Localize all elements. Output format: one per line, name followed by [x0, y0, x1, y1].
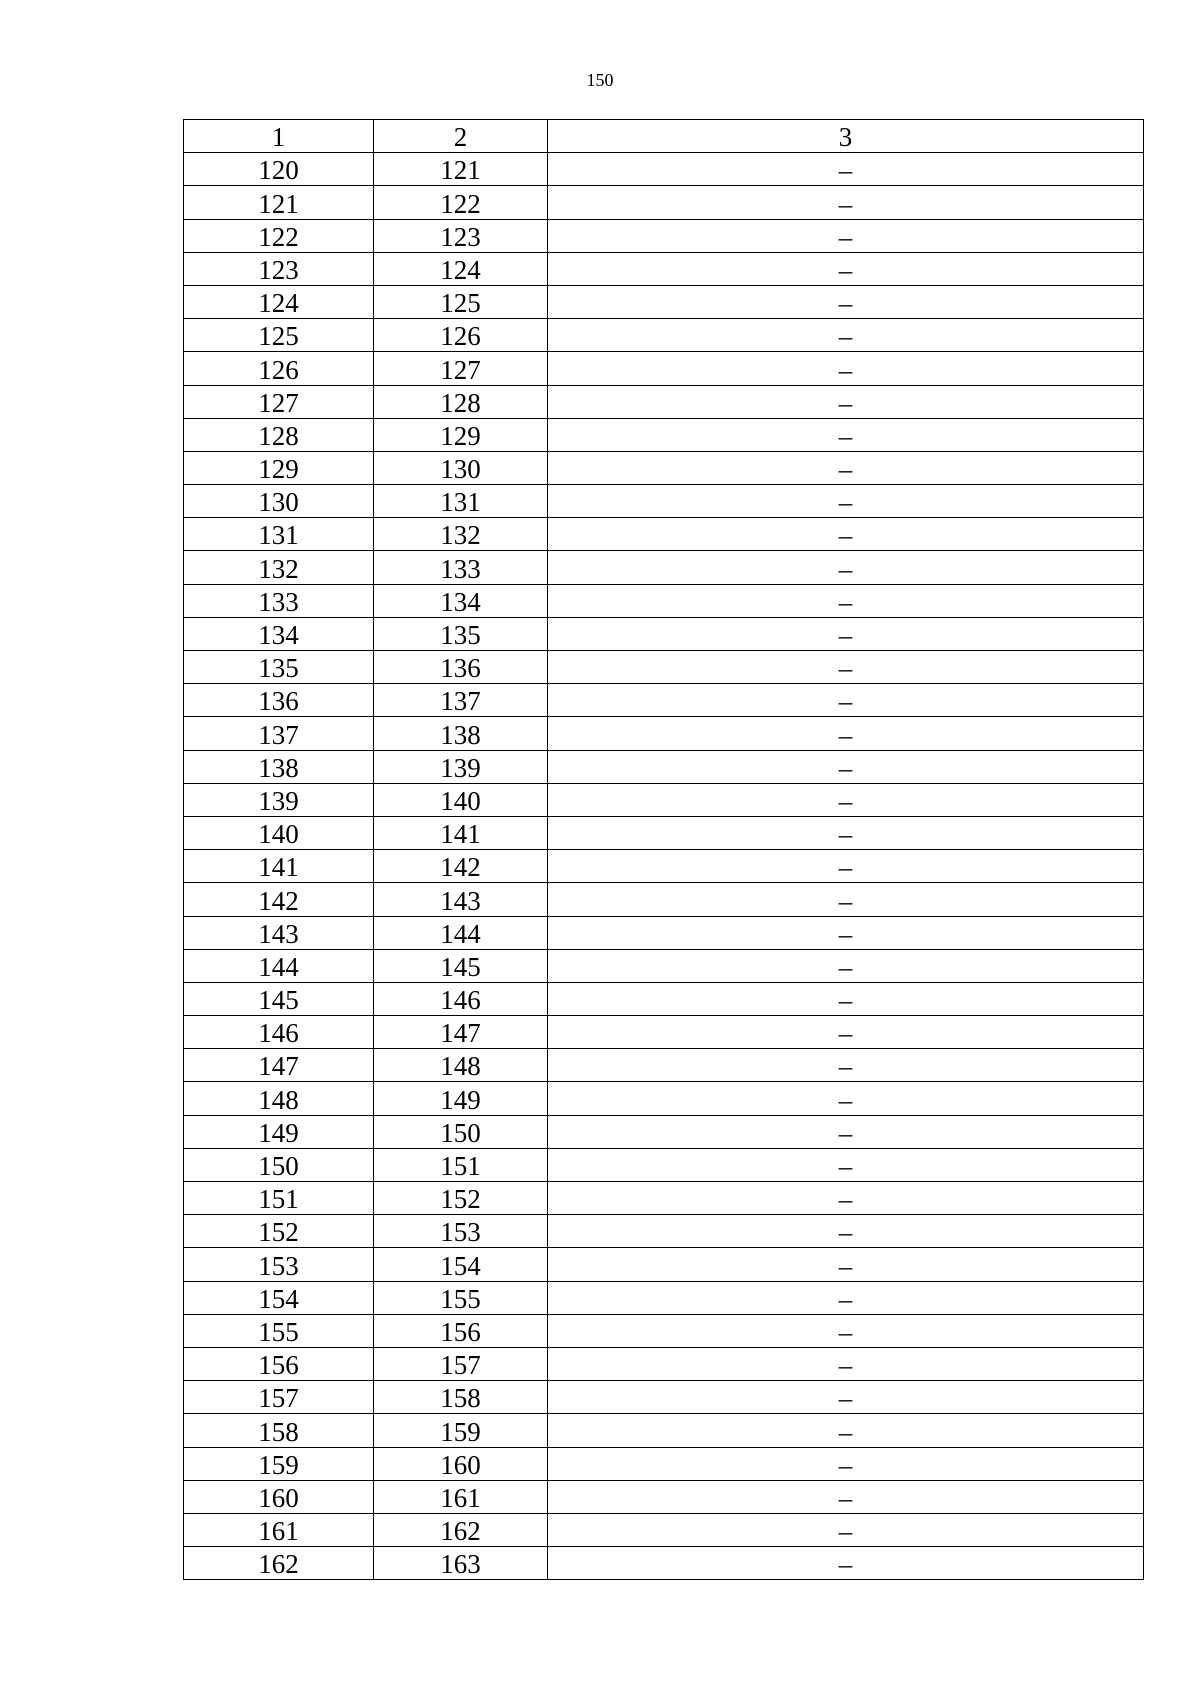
table-row	[184, 186, 1144, 219]
table-cell-col-3: –	[548, 153, 1144, 186]
table-cell-col-1: 138	[184, 750, 374, 783]
table-cell-col-2: 135	[374, 617, 548, 650]
table-cell-col-3: –	[548, 1480, 1144, 1513]
table-row	[184, 1049, 1144, 1082]
table-cell-col-2: 149	[374, 1082, 548, 1115]
table-cell-col-1: 151	[184, 1182, 374, 1215]
table-cell-col-3: –	[548, 684, 1144, 717]
table-cell-col-1: 125	[184, 319, 374, 352]
table-row	[184, 1281, 1144, 1314]
table-cell-col-2: 153	[374, 1215, 548, 1248]
table-cell-col-3: –	[548, 584, 1144, 617]
table-cell-col-2: 123	[374, 219, 548, 252]
table-cell-col-2: 151	[374, 1148, 548, 1181]
table-cell-col-1: 133	[184, 584, 374, 617]
table-cell-col-1: 122	[184, 219, 374, 252]
table-cell-col-3: –	[548, 1347, 1144, 1380]
table-cell-col-2: 124	[374, 252, 548, 285]
table-cell-col-2: 143	[374, 883, 548, 916]
table-cell-col-1: 162	[184, 1547, 374, 1580]
table-cell-col-1: 156	[184, 1347, 374, 1380]
table-cell-col-2: 126	[374, 319, 548, 352]
table-cell-col-2: 144	[374, 916, 548, 949]
table-cell-col-3: –	[548, 485, 1144, 518]
table-row	[184, 1447, 1144, 1480]
table-cell-col-1: 158	[184, 1414, 374, 1447]
table-cell-col-3: –	[548, 352, 1144, 385]
table-cell-col-3: –	[548, 319, 1144, 352]
table-cell-col-2: 125	[374, 285, 548, 318]
table-cell-col-2: 133	[374, 551, 548, 584]
table-row	[184, 717, 1144, 750]
table-cell-col-3: –	[548, 1182, 1144, 1215]
table-cell-col-3: –	[548, 1115, 1144, 1148]
table-row	[184, 1182, 1144, 1215]
table-cell-col-3: –	[548, 1082, 1144, 1115]
table-row	[184, 1513, 1144, 1546]
table-cell-col-1: 142	[184, 883, 374, 916]
table-cell-col-1: 141	[184, 850, 374, 883]
table-row	[184, 451, 1144, 484]
table-row	[184, 584, 1144, 617]
table-cell-col-1: 135	[184, 651, 374, 684]
table-cell-col-1: 130	[184, 485, 374, 518]
table-cell-col-2: 148	[374, 1049, 548, 1082]
table-row	[184, 485, 1144, 518]
table-cell-col-1: 129	[184, 451, 374, 484]
table-cell-col-1: 149	[184, 1115, 374, 1148]
table-cell-col-1: 132	[184, 551, 374, 584]
table-row	[184, 1547, 1144, 1580]
table-row	[184, 252, 1144, 285]
table-row	[184, 816, 1144, 849]
table-row	[184, 219, 1144, 252]
table-cell-col-3: –	[548, 219, 1144, 252]
table-row	[184, 750, 1144, 783]
table-row	[184, 285, 1144, 318]
table-cell-col-1: 127	[184, 385, 374, 418]
table-cell-col-1: 154	[184, 1281, 374, 1314]
table-cell-col-1: 124	[184, 285, 374, 318]
table-row	[184, 651, 1144, 684]
table-cell-col-1: 157	[184, 1381, 374, 1414]
table-cell-col-3: –	[548, 451, 1144, 484]
table-cell-col-3: –	[548, 1215, 1144, 1248]
table-cell-col-2: 163	[374, 1547, 548, 1580]
table-cell-col-1: 131	[184, 518, 374, 551]
table-cell-col-3: –	[548, 1049, 1144, 1082]
table-cell-col-1: 137	[184, 717, 374, 750]
table-cell-col-1: 148	[184, 1082, 374, 1115]
table-row	[184, 418, 1144, 451]
table-cell-col-1: 126	[184, 352, 374, 385]
column-header-1: 1	[184, 120, 374, 153]
table-row	[184, 385, 1144, 418]
table-cell-col-2: 147	[374, 1016, 548, 1049]
table-row	[184, 319, 1144, 352]
table-cell-col-2: 157	[374, 1347, 548, 1380]
table-cell-col-3: –	[548, 850, 1144, 883]
table-row	[184, 684, 1144, 717]
table-row	[184, 883, 1144, 916]
table-cell-col-2: 122	[374, 186, 548, 219]
table-cell-col-2: 156	[374, 1314, 548, 1347]
table-cell-col-2: 136	[374, 651, 548, 684]
table-row	[184, 982, 1144, 1015]
table-cell-col-2: 161	[374, 1480, 548, 1513]
table-cell-col-1: 120	[184, 153, 374, 186]
table-cell-col-3: –	[548, 285, 1144, 318]
table-cell-col-3: –	[548, 949, 1144, 982]
table-cell-col-3: –	[548, 1248, 1144, 1281]
table-cell-col-3: –	[548, 916, 1144, 949]
table-cell-col-3: –	[548, 1513, 1144, 1546]
table-cell-col-3: –	[548, 518, 1144, 551]
table-cell-col-1: 123	[184, 252, 374, 285]
table-cell-col-2: 158	[374, 1381, 548, 1414]
table-row	[184, 949, 1144, 982]
table-cell-col-2: 154	[374, 1248, 548, 1281]
table-cell-col-1: 159	[184, 1447, 374, 1480]
table-cell-col-3: –	[548, 1016, 1144, 1049]
table-row	[184, 783, 1144, 816]
table-cell-col-3: –	[548, 717, 1144, 750]
table-cell-col-3: –	[548, 651, 1144, 684]
table-row	[184, 1480, 1144, 1513]
table-cell-col-1: 152	[184, 1215, 374, 1248]
table-cell-col-3: –	[548, 883, 1144, 916]
table-cell-col-1: 155	[184, 1314, 374, 1347]
table-row	[184, 1314, 1144, 1347]
column-header-2: 2	[374, 120, 548, 153]
table-cell-col-2: 146	[374, 982, 548, 1015]
table-row	[184, 1115, 1144, 1148]
table-cell-col-2: 121	[374, 153, 548, 186]
table-cell-col-2: 162	[374, 1513, 548, 1546]
table-cell-col-2: 159	[374, 1414, 548, 1447]
table-cell-col-1: 145	[184, 982, 374, 1015]
table-row	[184, 1347, 1144, 1380]
table-row	[184, 551, 1144, 584]
table-cell-col-3: –	[548, 252, 1144, 285]
table-cell-col-3: –	[548, 186, 1144, 219]
table-cell-col-3: –	[548, 816, 1144, 849]
table-cell-col-2: 137	[374, 684, 548, 717]
table-cell-col-3: –	[548, 1148, 1144, 1181]
table-cell-col-3: –	[548, 783, 1144, 816]
table-cell-col-2: 128	[374, 385, 548, 418]
table-row	[184, 916, 1144, 949]
table-row	[184, 518, 1144, 551]
table-cell-col-1: 147	[184, 1049, 374, 1082]
table-cell-col-2: 134	[374, 584, 548, 617]
table-cell-col-2: 145	[374, 949, 548, 982]
table-cell-col-3: –	[548, 418, 1144, 451]
table-cell-col-1: 150	[184, 1148, 374, 1181]
table-cell-col-1: 143	[184, 916, 374, 949]
table-cell-col-3: –	[548, 551, 1144, 584]
table-cell-col-2: 150	[374, 1115, 548, 1148]
table-cell-col-2: 152	[374, 1182, 548, 1215]
table-row	[184, 352, 1144, 385]
table-cell-col-3: –	[548, 1381, 1144, 1414]
table-cell-col-3: –	[548, 1447, 1144, 1480]
column-header-3: 3	[548, 120, 1144, 153]
table-cell-col-1: 153	[184, 1248, 374, 1281]
table-row	[184, 1082, 1144, 1115]
table-cell-col-2: 142	[374, 850, 548, 883]
table-header-row	[184, 120, 1144, 153]
table-body	[184, 120, 1144, 1580]
table-cell-col-3: –	[548, 385, 1144, 418]
table-cell-col-1: 134	[184, 617, 374, 650]
table-cell-col-2: 138	[374, 717, 548, 750]
table-cell-col-3: –	[548, 1314, 1144, 1347]
table-row	[184, 1215, 1144, 1248]
table-row	[184, 1381, 1144, 1414]
table-row	[184, 1148, 1144, 1181]
table-cell-col-3: –	[548, 982, 1144, 1015]
table-cell-col-1: 139	[184, 783, 374, 816]
table-cell-col-1: 161	[184, 1513, 374, 1546]
table-cell-col-1: 140	[184, 816, 374, 849]
table-cell-col-2: 130	[374, 451, 548, 484]
table-cell-col-1: 128	[184, 418, 374, 451]
table-row	[184, 617, 1144, 650]
table-row	[184, 153, 1144, 186]
data-table	[183, 119, 1144, 1580]
table-cell-col-3: –	[548, 1281, 1144, 1314]
table-cell-col-1: 136	[184, 684, 374, 717]
table-cell-col-2: 132	[374, 518, 548, 551]
table-cell-col-1: 121	[184, 186, 374, 219]
table-cell-col-2: 141	[374, 816, 548, 849]
table-cell-col-3: –	[548, 617, 1144, 650]
table-row	[184, 850, 1144, 883]
table-cell-col-2: 129	[374, 418, 548, 451]
table-cell-col-3: –	[548, 1547, 1144, 1580]
table-row	[184, 1414, 1144, 1447]
table-cell-col-3: –	[548, 750, 1144, 783]
page-number: 150	[586, 70, 614, 90]
table-cell-col-2: 139	[374, 750, 548, 783]
table-cell-col-2: 127	[374, 352, 548, 385]
table-cell-col-2: 155	[374, 1281, 548, 1314]
table-cell-col-1: 146	[184, 1016, 374, 1049]
table-cell-col-2: 140	[374, 783, 548, 816]
table-cell-col-2: 160	[374, 1447, 548, 1480]
table-row	[184, 1248, 1144, 1281]
table-cell-col-3: –	[548, 1414, 1144, 1447]
table-row	[184, 1016, 1144, 1049]
table-cell-col-1: 144	[184, 949, 374, 982]
table-cell-col-1: 160	[184, 1480, 374, 1513]
table-cell-col-2: 131	[374, 485, 548, 518]
